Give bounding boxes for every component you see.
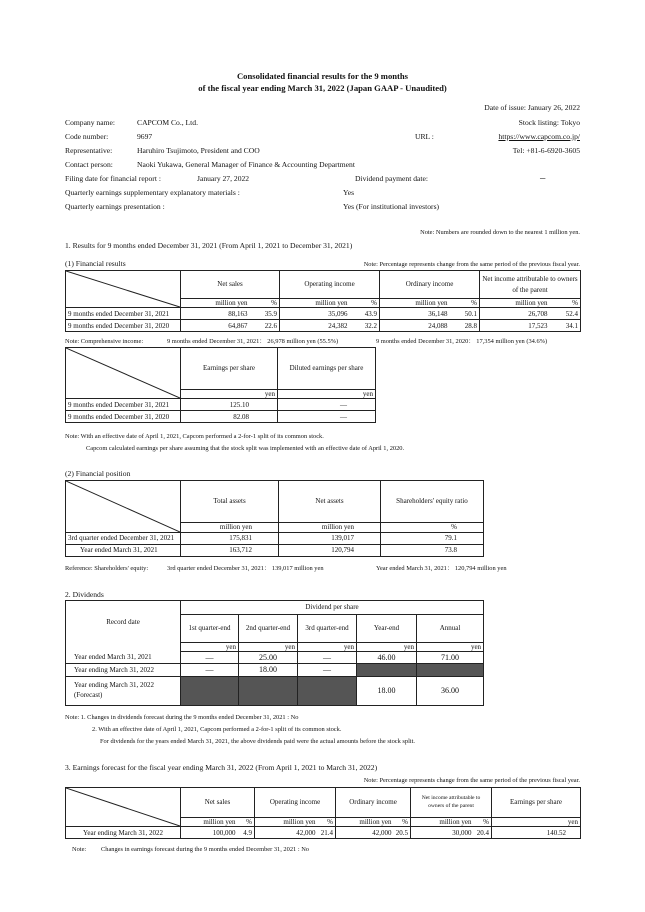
code-value: 9697 <box>137 132 153 141</box>
unit-yen: yen <box>181 643 239 652</box>
table-row <box>66 399 376 411</box>
unit-yen: yen <box>417 643 484 652</box>
cell-value: 30,000 <box>411 827 474 839</box>
filing-date-label: Filing date for financial report : <box>65 174 161 183</box>
eps-note-2: Capcom calculated earnings per share assuming that the stock split was implemented with an effective date of April 1, 2020. <box>86 445 405 452</box>
forecast-footer-note: Changes in earnings forecast during the 9 months ended December 31, 2021 : No <box>101 846 309 853</box>
table-row <box>66 533 484 545</box>
row-label: Year ending March 31, 2022 <box>74 681 154 690</box>
table-row <box>66 320 581 332</box>
company-value: CAPCOM Co., Ltd. <box>137 118 198 127</box>
cell-value: 71.00 <box>417 652 484 664</box>
equity-reference-2021q3: 3rd quarter ended December 31, 2021： 139,017 million yen <box>167 565 324 572</box>
telephone: Tel: +81-6-6920-3605 <box>512 146 580 155</box>
dividends-note-3: For dividends for the years ended March 31, 2021, the above dividends paid were the actual amounts before the stock split. <box>100 738 416 745</box>
header-operating-income: Operating income <box>255 788 336 818</box>
cell-value: 42,000 <box>255 827 318 839</box>
shaded-cell <box>417 664 484 677</box>
unit-yen: yen <box>492 818 581 827</box>
row-label-suffix: (Forecast) <box>74 691 103 700</box>
row-label: Year ended March 31, 2021 <box>66 652 181 664</box>
unit-million-yen: million yen <box>181 299 250 308</box>
cell-value: 46.00 <box>357 652 417 664</box>
table-row <box>66 827 581 839</box>
row-label: 9 months ended December 31, 2021 <box>66 308 181 320</box>
header-net-income-parent: Net income attributable to owners of the parent <box>411 788 492 818</box>
cell-value: 50.1 <box>450 308 480 320</box>
date-of-issue: Date of issue: January 26, 2022 <box>484 103 580 112</box>
header-total-assets: Total assets <box>181 481 279 523</box>
cell-value: 35,096 <box>280 308 350 320</box>
contact-label: Contact person: <box>65 160 113 169</box>
representative-value: Haruhiro Tsujimoto, President and COO <box>137 146 260 155</box>
row-label: 9 months ended December 31, 2020 <box>66 320 181 332</box>
header-net-assets: Net assets <box>279 481 381 523</box>
representative-label: Representative: <box>65 146 113 155</box>
presentation-label: Quarterly earnings presentation : <box>65 202 165 211</box>
shaded-cell <box>298 677 357 706</box>
shaded-cell <box>181 677 239 706</box>
cell-value: 43.9 <box>350 308 380 320</box>
shaded-cell <box>239 677 298 706</box>
cell-value: 35.9 <box>250 308 280 320</box>
eps-note-1: Note: With an effective date of April 1, 2021, Capcom performed a 2-for-1 split of its common stock. <box>65 433 324 440</box>
unit-million-yen: million yen <box>255 818 318 827</box>
cell-value: ― <box>181 664 239 677</box>
forecast-footer-note-label: Note: <box>72 846 87 853</box>
cell-value: 18.00 <box>357 677 417 706</box>
unit-percent: % <box>350 299 380 308</box>
dividends-note-1: Note: 1. Changes in dividends forecast during the 9 months ended December 31, 2021 : No <box>65 714 299 721</box>
header-net-income-parent: Net income attributable to owners of the parent <box>480 271 581 299</box>
unit-million-yen: million yen <box>480 299 550 308</box>
dividends-table <box>65 600 484 706</box>
unit-yen: yen <box>357 643 417 652</box>
cell-value: 64,867 <box>181 320 250 332</box>
table-row <box>66 664 484 677</box>
header-annual: Annual <box>417 615 484 643</box>
cell-value: 79.1 <box>381 533 484 545</box>
table-row <box>66 677 484 706</box>
table-row <box>66 545 484 557</box>
header-operating-income: Operating income <box>280 271 380 299</box>
header-record-date: Record date <box>66 601 181 643</box>
cell-value: ― <box>181 652 239 664</box>
cell-value: 34.1 <box>550 320 581 332</box>
diagonal-header-cell <box>66 271 181 308</box>
cell-value: 20.4 <box>474 827 492 839</box>
unit-yen: yen <box>239 643 298 652</box>
eps-table <box>65 347 376 423</box>
unit-million-yen: million yen <box>280 299 350 308</box>
header-net-sales: Net sales <box>181 271 280 299</box>
unit-million-yen: million yen <box>411 818 474 827</box>
rounding-note: Note: Numbers are rounded down to the nearest 1 million yen. <box>420 229 580 236</box>
header-equity-ratio: Shareholders' equity ratio <box>381 481 484 523</box>
unit-percent: % <box>238 818 255 827</box>
header-year-end: Year-end <box>357 615 417 643</box>
row-label: Year ending March 31, 2022 <box>66 664 181 677</box>
row-label-forecast <box>66 677 181 706</box>
cell-value: 140.52 <box>492 827 581 839</box>
financial-position-table <box>65 480 484 557</box>
unit-percent: % <box>394 818 411 827</box>
dividends-note-2: 2. With an effective date of April 1, 2021, Capcom performed a 2-for-1 split of its common stock. <box>92 726 342 733</box>
comprehensive-income-label: Note: Comprehensive income: <box>65 338 144 345</box>
header-3rd-quarter-end: 3rd quarter-end <box>298 615 357 643</box>
stock-listing: Stock listing: Tokyo <box>518 118 580 127</box>
cell-value: ― <box>298 652 357 664</box>
unit-yen: yen <box>181 390 278 399</box>
comprehensive-income-2020: 9 months ended December 31, 2020： 17,354 million yen (34.6%) <box>376 338 548 345</box>
unit-percent: % <box>250 299 280 308</box>
cell-value: 22.6 <box>250 320 280 332</box>
cell-value: 28.8 <box>450 320 480 332</box>
diagonal-header-cell <box>66 788 181 827</box>
cell-value: 139,017 <box>279 533 381 545</box>
unit-percent: % <box>381 523 484 533</box>
table-row <box>66 411 376 423</box>
cell-value: 125.10 <box>181 399 278 411</box>
presentation-value: Yes (For institutional investors) <box>343 202 440 211</box>
unit-yen: yen <box>278 390 376 399</box>
cell-value: 24,088 <box>380 320 450 332</box>
cell-value: 36.00 <box>417 677 484 706</box>
cell-value: 175,831 <box>181 533 279 545</box>
cell-value: 32.2 <box>350 320 380 332</box>
cell-value: 73.8 <box>381 545 484 557</box>
section1-title: 1. Results for 9 months ended December 31, 2021 (From April 1, 2021 to December 31, 2021) <box>65 241 353 250</box>
equity-reference-fy2021: Year ended March 31, 2021： 120,794 million yen <box>376 565 507 572</box>
header-ordinary-income: Ordinary income <box>380 271 480 299</box>
dividend-date-value: ─ <box>540 174 546 183</box>
cell-value: ― <box>298 664 357 677</box>
unit-percent: % <box>550 299 581 308</box>
cell-value: 24,382 <box>280 320 350 332</box>
cell-value: ― <box>278 399 376 411</box>
cell-value: 163,712 <box>181 545 279 557</box>
header-earnings-per-share: Earnings per share <box>181 348 278 390</box>
contact-value: Naoki Yukawa, General Manager of Finance & Accounting Department <box>137 160 355 169</box>
row-label: 9 months ended December 31, 2020 <box>66 411 181 423</box>
unit-million-yen: million yen <box>279 523 381 533</box>
cell-value: ― <box>278 411 376 423</box>
cell-value: 4.9 <box>238 827 255 839</box>
cell-value: 20.5 <box>394 827 411 839</box>
forecast-note: Note: Percentage represents change from the same period of the previous fiscal year. <box>363 777 580 784</box>
cell-value: 26,708 <box>480 308 550 320</box>
header-net-sales: Net sales <box>181 788 255 818</box>
equity-reference-label: Reference: Shareholders' equity: <box>65 565 149 572</box>
row-label: Year ended March 31, 2021 <box>66 545 181 557</box>
supplementary-label: Quarterly earnings supplementary explanatory materials : <box>65 188 240 197</box>
unit-million-yen: million yen <box>181 523 279 533</box>
cell-value: 88,163 <box>181 308 250 320</box>
unit-percent: % <box>474 818 492 827</box>
financial-results-subtitle: (1) Financial results <box>65 259 126 268</box>
cell-value: 17,523 <box>480 320 550 332</box>
cell-value: 36,148 <box>380 308 450 320</box>
header-diluted-eps: Diluted earnings per share <box>278 348 376 390</box>
document-title-line1: Consolidated financial results for the 9 months <box>236 71 409 81</box>
cell-value: 100,000 <box>181 827 238 839</box>
cell-value: 42,000 <box>336 827 394 839</box>
company-label: Company name: <box>65 118 115 127</box>
header-ordinary-income: Ordinary income <box>336 788 411 818</box>
dividend-date-label: Dividend payment date: <box>355 174 428 183</box>
header-2nd-quarter-end: 2nd quarter-end <box>239 615 298 643</box>
financial-position-subtitle: (2) Financial position <box>65 469 131 478</box>
table-row <box>66 652 484 664</box>
diagonal-header-cell <box>66 481 181 533</box>
unit-percent: % <box>318 818 336 827</box>
header-earnings-per-share: Earnings per share <box>492 788 581 818</box>
unit-million-yen: million yen <box>380 299 450 308</box>
cell-value: 18.00 <box>239 664 298 677</box>
earnings-forecast-table <box>65 787 581 839</box>
cell-value: 52.4 <box>550 308 581 320</box>
filing-date-value: January 27, 2022 <box>197 174 250 183</box>
diagonal-header-cell <box>66 348 181 399</box>
unit-yen: yen <box>298 643 357 652</box>
supplementary-value: Yes <box>343 188 355 197</box>
dividends-section-title: 2. Dividends <box>65 590 104 599</box>
cell-value: 82.08 <box>181 411 278 423</box>
document-title-line2: of the fiscal year ending March 31, 2022 (Japan GAAP - Unaudited) <box>198 83 447 93</box>
code-label: Code number: <box>65 132 109 141</box>
unit-percent: % <box>450 299 480 308</box>
unit-million-yen: million yen <box>181 818 238 827</box>
row-label: 3rd quarter ended December 31, 2021 <box>66 533 181 545</box>
cell-value: 21.4 <box>318 827 336 839</box>
url-label: URL : <box>415 132 434 141</box>
unit-million-yen: million yen <box>336 818 394 827</box>
row-label: 9 months ended December 31, 2021 <box>66 399 181 411</box>
cell-value: 120,794 <box>279 545 381 557</box>
cell-value: 25.00 <box>239 652 298 664</box>
comprehensive-income-2021: 9 months ended December 31, 2021： 26,978 million yen (55.5%) <box>167 338 339 345</box>
financial-results-note: Note: Percentage represents change from the same period of the previous fiscal year. <box>363 261 580 268</box>
financial-results-table <box>65 270 581 332</box>
header-1st-quarter-end: 1st quarter-end <box>181 615 239 643</box>
row-label: Year ending March 31, 2022 <box>66 827 181 839</box>
shaded-cell <box>357 664 417 677</box>
header-dividend-per-share: Dividend per share <box>181 601 484 615</box>
table-row <box>66 308 581 320</box>
url-link[interactable]: https://www.capcom.co.jp/ <box>498 132 580 141</box>
forecast-section-title: 3. Earnings forecast for the fiscal year ending March 31, 2022 (From April 1, 2021 to March 31, 2022) <box>65 763 378 772</box>
